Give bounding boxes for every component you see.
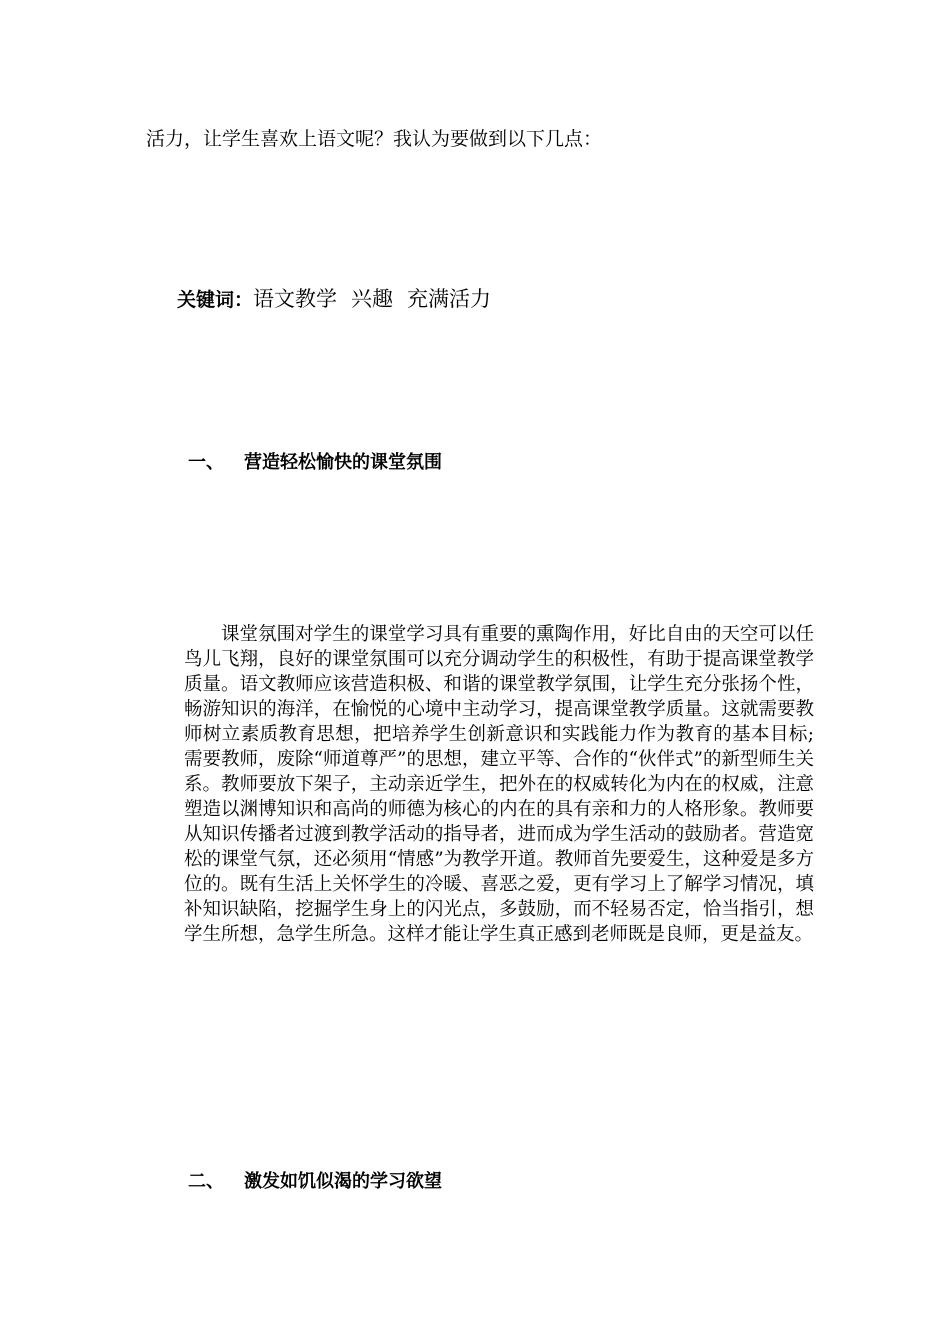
keyword-term: 兴趣: [351, 287, 394, 311]
section-heading-2: [188, 1169, 442, 1195]
section-heading-1: [188, 450, 442, 476]
section-number: 二、: [188, 1171, 224, 1192]
keyword-term: 语文教学: [253, 287, 338, 311]
section-number: 一、: [188, 452, 224, 473]
keywords-label: 关键词：: [177, 289, 254, 311]
keywords-line: [177, 284, 505, 315]
section-title: 营造轻松愉快的课堂氛围: [244, 452, 442, 473]
intro-line: 活力，让学生喜欢上语文呢？我认为要做到以下几点：: [146, 128, 603, 150]
section-title: 激发如饥似渴的学习欲望: [244, 1171, 442, 1192]
section-paragraph: 课堂氛围对学生的课堂学习具有重要的熏陶作用，好比自由的天空可以任鸟儿飞翔，良好的课堂氛围可以充分调动学生的积极性，有助于提高课堂教学质量。语文教师应该营造积极、和谐的课堂教学氛围，让学生充分张扬个性，畅游知识的海洋，在愉悦的心境中主动学习，提高课堂教学质量。这就需要教师树立素质教育思想，把培养学生创新意识和实践能力作为教育的基本目标;需要教师，废除“师道尊严”的思想，建立平等、合作的“伙伴式”的新型师生关系。教师要放下架子，主动亲近学生，把外在的权威转化为内在的权威，注意塑造以渊博知识和高尚的师德为核心的内在的具有亲和力的人格形象。教师要从知识传播者过渡到教学活动的指导者，进而成为学生活动的鼓励者。营造宽松的课堂气氛，还必须用“情感”为教学开道。教师首先要爱生，这种爱是多方位的。既有生活上关怀学生的冷暖、喜恶之爱，更有学习上了解学习情况，填补知识缺陷，挖掘学生身上的闪光点，多鼓励，而不轻易否定，恰当指引，想学生所想，急学生所急。这样才能让学生真正感到老师既是良师，更是益友。: [184, 624, 814, 945]
keyword-term: 充满活力: [407, 287, 492, 311]
